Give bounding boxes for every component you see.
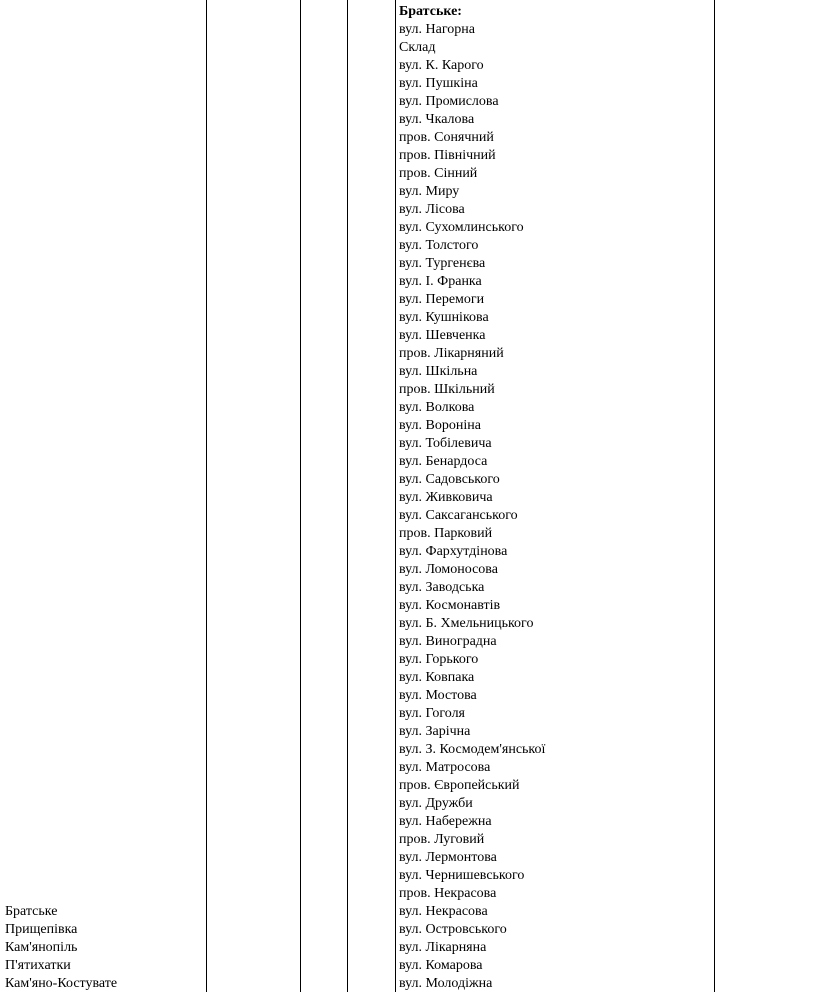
street-item: вул. Промислова [399,94,499,109]
street-item: вул. Зарічна [399,724,471,739]
street-item: вул. Б. Хмельницького [399,616,534,631]
street-item: вул. Шевченка [399,328,486,343]
street-item: вул. Лікарняна [399,940,487,955]
street-item: вул. Космонавтів [399,598,501,613]
column-border [300,0,301,992]
street-item: вул. Живковича [399,490,493,505]
street-item: вул. Перемоги [399,292,485,307]
street-item: вул. Дружби [399,796,473,811]
street-item: вул. Горького [399,652,479,667]
street-item: вул. Волкова [399,400,475,415]
column-border [395,0,396,992]
street-item: вул. Фархутдінова [399,544,508,559]
settlement-item: Братське [5,904,58,919]
street-item: вул. Чкалова [399,112,475,127]
street-item: вул. З. Космодем'янської [399,742,546,757]
street-item: вул. Шкільна [399,364,478,379]
column-border [206,0,207,992]
street-item: пров. Некрасова [399,886,497,901]
street-item: пров. Європейський [399,778,520,793]
street-item: вул. Садовського [399,472,500,487]
street-item: вул. Тобілевича [399,436,492,451]
street-item: вул. Лермонтова [399,850,497,865]
streets-header: Братське: [399,4,462,19]
street-item: пров. Лікарняний [399,346,504,361]
street-item: вул. Толстого [399,238,479,253]
street-item: пров. Сонячний [399,130,494,145]
street-item: вул. Кушнікова [399,310,489,325]
street-item: вул. Лісова [399,202,465,217]
street-item: пров. Північний [399,148,496,163]
street-item: вул. Некрасова [399,904,488,919]
street-item: пров. Луговий [399,832,485,847]
street-item: вул. Заводська [399,580,485,595]
street-item: вул. Миру [399,184,460,199]
street-item: вул. Пушкіна [399,76,478,91]
street-item: вул. Матросова [399,760,491,775]
settlement-item: Кам'яно-Костувате [5,976,118,991]
street-item: вул. Мостова [399,688,477,703]
street-item: пров. Парковий [399,526,493,541]
column-border [347,0,348,992]
street-item: вул. Комарова [399,958,483,973]
street-item: вул. Вороніна [399,418,481,433]
street-item: вул. Ломоносова [399,562,498,577]
street-item: вул. Чернишевського [399,868,525,883]
street-item: вул. Сухомлинського [399,220,524,235]
streets-column [399,3,545,993]
street-item: пров. Сінний [399,166,478,181]
settlement-item: Кам'янопіль [5,940,78,955]
street-item: вул. Тургенєва [399,256,486,271]
street-item: Склад [399,40,436,55]
street-item: вул. К. Карого [399,58,484,73]
settlement-item: Прищепівка [5,922,78,937]
street-item: вул. Нагорна [399,22,475,37]
column-border [714,0,715,992]
street-item: вул. Островського [399,922,507,937]
settlement-item: П'ятихатки [5,958,71,973]
street-item: вул. І. Франка [399,274,482,289]
settlements-column [5,903,117,993]
street-item: вул. Гоголя [399,706,466,721]
street-item: вул. Саксаганського [399,508,518,523]
street-item: вул. Молодіжна [399,976,493,991]
street-item: вул. Виноградна [399,634,497,649]
street-item: пров. Шкільний [399,382,495,397]
street-item: вул. Набережна [399,814,492,829]
street-item: вул. Ковпака [399,670,475,685]
street-item: вул. Бенардоса [399,454,488,469]
